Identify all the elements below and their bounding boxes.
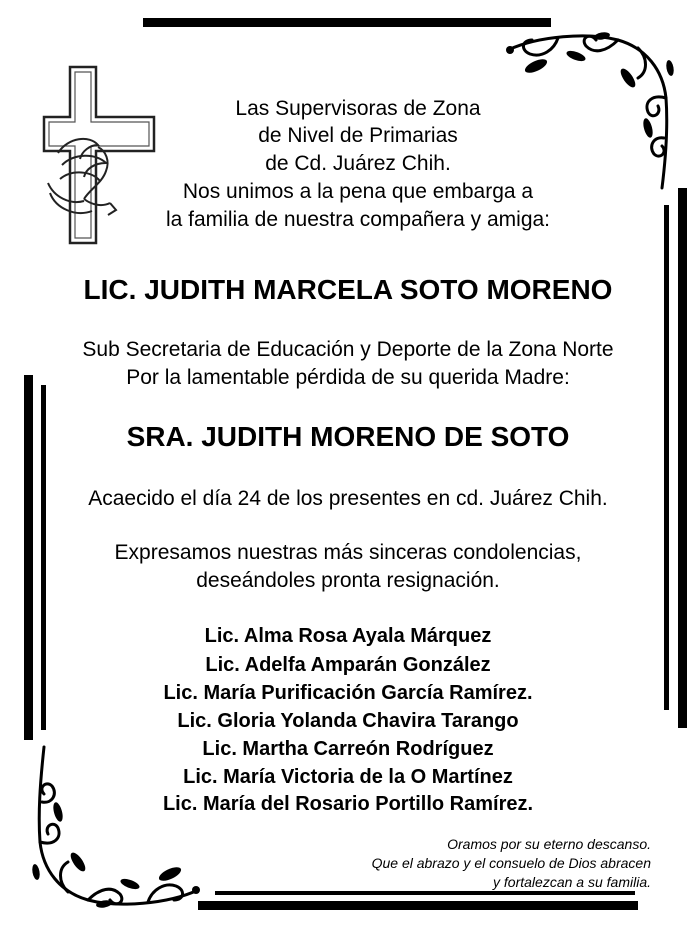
colleague-name: LIC. JUDITH MARCELA SOTO MORENO: [83, 274, 613, 305]
intro-line: la familia de nuestra compañera y amiga:: [165, 208, 551, 231]
intro-line: de Cd. Juárez Chih.: [265, 152, 451, 175]
signatory-name: Lic. Martha Carreón Rodríguez: [202, 738, 494, 760]
signatory-name: Lic. Adelfa Amparán González: [205, 654, 491, 676]
signatory-name: Lic. María Purificación García Ramírez.: [163, 682, 533, 704]
bottom-border-bar-upper: [215, 891, 635, 895]
event-line: Acaecido el día 24 de los presentes en cd. Juárez Chih.: [88, 487, 608, 510]
closing-line: Que el abrazo y el consuelo de Dios abracen: [371, 855, 651, 871]
signatory-name: Lic. María Victoria de la O Martínez: [183, 766, 513, 788]
condolence-line: Expresamos nuestras más sinceras condolencias,: [114, 541, 582, 564]
bottom-border-bar-lower: [198, 901, 638, 910]
top-border-bar: [143, 18, 551, 27]
signatory-name: Lic. Alma Rosa Ayala Márquez: [204, 625, 492, 647]
closing-line: Oramos por su eterno descanso.: [447, 836, 651, 852]
intro-line: Las Supervisoras de Zona: [235, 97, 481, 120]
position-line: Por la lamentable pérdida de su querida Madre:: [126, 366, 570, 389]
position-line: Sub Secretaria de Educación y Deporte de la Zona Norte: [82, 338, 614, 361]
signatory-name: Lic. María del Rosario Portillo Ramírez.: [162, 793, 534, 815]
intro-line: Nos unimos a la pena que embarga a: [182, 180, 534, 203]
deceased-name: SRA. JUDITH MORENO DE SOTO: [126, 421, 570, 452]
signatory-name: Lic. Gloria Yolanda Chavira Tarango: [177, 710, 519, 732]
intro-line: de Nivel de Primarias: [258, 124, 458, 147]
closing-line: y fortalezcan a su familia.: [493, 874, 651, 890]
condolence-line: deseándoles pronta resignación.: [196, 569, 500, 592]
